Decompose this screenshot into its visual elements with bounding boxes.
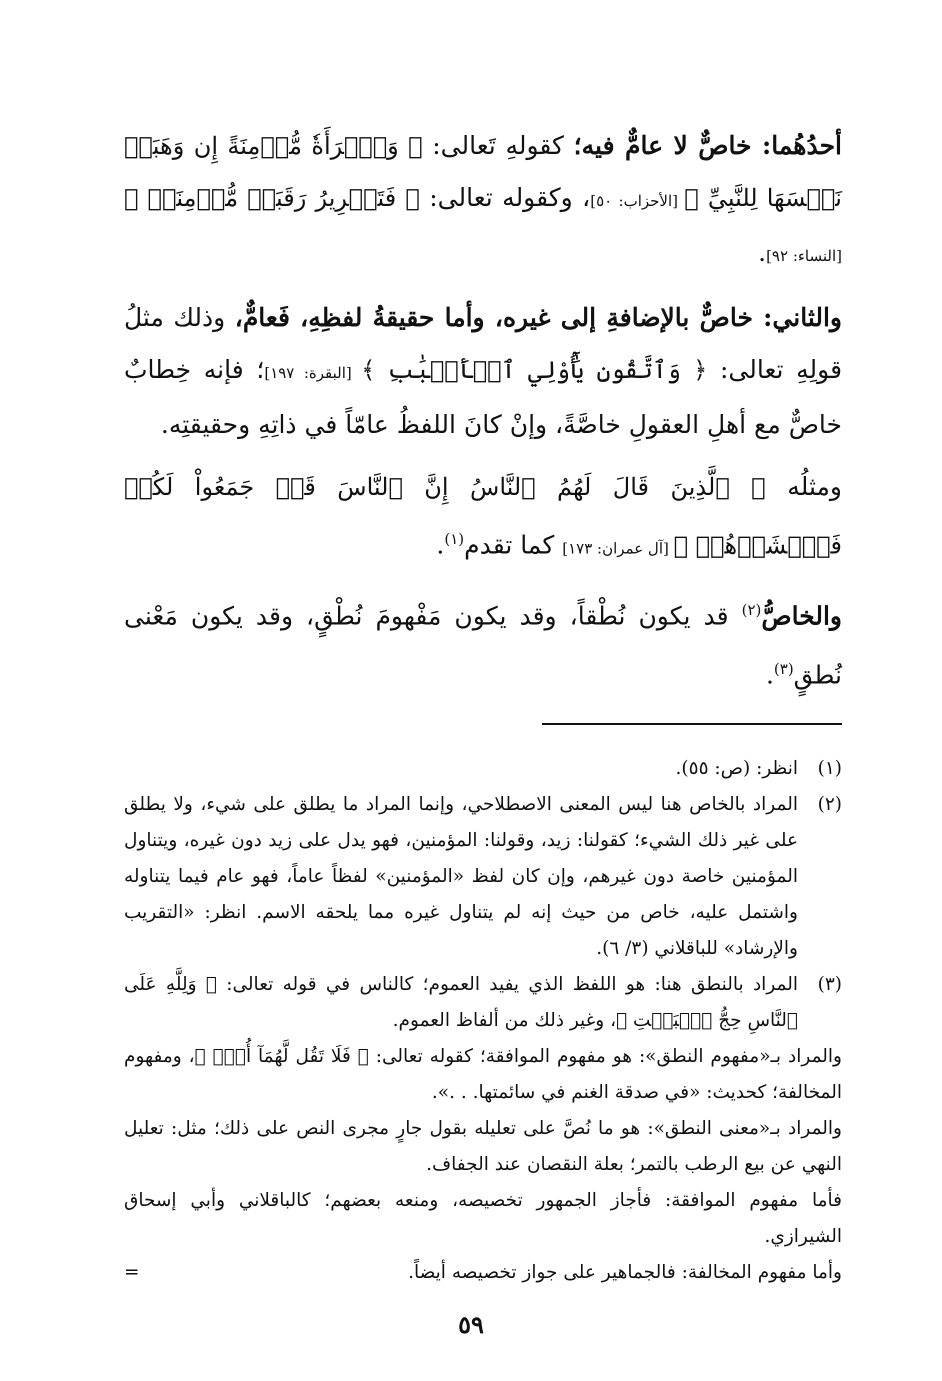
- footnote-continuation: فأما مفهوم الموافقة: فأجاز الجمهور تخصيصه، ومنعه بعضهم؛ كالباقلاني وأبي إسحاق الشيرازي.: [124, 1189, 842, 1247]
- footnote-number: (٣): [817, 973, 842, 995]
- footnote-text: انظر: (ص: ٥٥).: [675, 757, 798, 779]
- footnote-continuation: والمراد بـ«معنى النطق»: هو ما نُصَّ على تعليله بقول جارٍ مجرى النص على ذلك؛ مثل: تعليل النهي عن بيع الرطب بالتمر؛ بعلة النقصان عند الجفاف.: [124, 1117, 842, 1175]
- footnote-marker[interactable]: (٢): [741, 601, 762, 620]
- paragraph-2: [124, 292, 842, 451]
- footnote-marker[interactable]: (١): [444, 530, 465, 548]
- paragraph-heading: والثاني: خاصٌّ بالإضافةِ إلى غيره، وأما حقيقةُ لفظِهِ، فَعامٌّ،: [234, 303, 842, 332]
- footnote-continuation: وأما مفهوم المخالفة: فالجماهير على جواز تخصيصه أيضاً.: [408, 1261, 842, 1283]
- verse-reference: [النساء: ٩٢]: [766, 247, 842, 265]
- body-text: وذلك مثلُ قولِهِ تعالى:: [124, 303, 843, 384]
- body-text: ومثلُه: [765, 472, 842, 501]
- footnote: [124, 751, 842, 787]
- body-text: ، وكقوله تعالى:: [419, 183, 591, 212]
- footnote-continuation: والمراد بـ«مفهوم النطق»: هو مفهوم الموافقة؛ كقوله تعالى: ﴿ فَلَا تَقُل لَّهُمَآ أُفّٖ ﴾، ومفهوم المخالفة؛ كحديث: «في صدقة الغنم في سائمتها. . .».: [124, 1045, 842, 1103]
- paragraph-heading: أحدُهُما: خاصٌّ لا عامٌّ فيه؛: [573, 131, 842, 160]
- quran-verse: ﴿ ٱلَّذِينَ قَالَ لَهُمُ ٱلنَّاسُ إِنَّ ٱلنَّاسَ قَدۡ جَمَعُواْ لَكُمۡ فَٱخۡشَوۡهُمۡ ﴾: [124, 473, 842, 560]
- main-text: [124, 120, 842, 701]
- continuation-mark: =: [124, 1261, 140, 1283]
- footnote-separator: [542, 723, 842, 725]
- verse-reference: [البقرة: ١٩٧]: [264, 364, 362, 382]
- paragraph-3: [124, 461, 842, 574]
- footnote-text: المراد بالخاص هنا ليس المعنى الاصطلاحي، وإنما المراد ما يطلق على شيء، ولا يطلق على غير ذلك الشيء؛ كقولنا: زيد، وقولنا: المؤمنين، فهو يدل على زيد دون غيره، ويتناول المؤمنين خاصة دون غيرهم، وإن كان لفظ «المؤمنين» لفظاً عاماً، فهو عام فيما يتناوله واشتمل عليه، خاص من حيث إنه لم يتناول غيره مما يلحقه الاسم. انظر: «التقريب والإرشاد» للباقلاني (٣/ ٦).: [124, 793, 798, 959]
- page-content: [124, 120, 842, 1291]
- body-text: ؛ فإنه خِطابٌ خاصٌّ مع أهلِ العقولِ خاصَّةً، وإنْ كانَ اللفظُ عامّاً في ذاتِهِ وحقيقتِه.: [124, 355, 842, 439]
- footnote-number: (١): [817, 757, 842, 779]
- verse-reference: [الأحزاب: ٥٠]: [590, 192, 685, 210]
- quran-verse: ﴿ وَٱتَّقُونِ يَٰٓأُوْلِي ٱلۡأَلۡبَٰبِ ﴾: [361, 356, 708, 384]
- footnote-number: (٢): [817, 793, 842, 815]
- quran-verse: ﴿ وَٱمۡرَأَةٗ مُّؤۡمِنَةً إِن وَهَبَتۡ نَفۡسَهَا لِلنَّبِيِّ ﴾: [124, 132, 842, 212]
- quran-verse: ﴿ فَتَحۡرِيرُ رَقَبَةٖ مُّؤۡمِنَةٖ ﴾: [124, 184, 420, 212]
- paragraph-1: [124, 120, 842, 282]
- body-text: كقولهِ تَعالى:: [422, 131, 574, 160]
- verse-reference: [آل عمران: ١٧٣]: [562, 539, 674, 558]
- footnote-text: المراد بالنطق هنا: هو اللفظ الذي يفيد العموم؛ كالناس في قوله تعالى: ﴿ وَلِلَّهِ عَلَى ٱلنَّاسِ حِجُّ ٱلۡبَيۡتِ ﴾، وغير ذلك من ألفاظ العموم.: [124, 973, 798, 1031]
- punctuation: .: [765, 659, 774, 689]
- footnote: [124, 787, 842, 967]
- footnotes: [124, 751, 842, 1291]
- footnote-last-line: [124, 1255, 842, 1291]
- paragraph-heading: والخاصُّ: [761, 601, 842, 631]
- footnote: [124, 967, 842, 1039]
- body-text: كما تقدم: [464, 530, 563, 560]
- punctuation: .: [758, 238, 767, 267]
- body-text: قد يكون نُطْقاً، وقد يكون مَفْهومَ نُطْقٍ، وقد يكون مَعْنى نُطقٍ: [124, 601, 842, 689]
- footnote-marker[interactable]: (٣): [773, 659, 794, 678]
- paragraph-4: [124, 584, 842, 701]
- page-number: ٥٩: [458, 1310, 484, 1339]
- punctuation: .: [436, 530, 445, 560]
